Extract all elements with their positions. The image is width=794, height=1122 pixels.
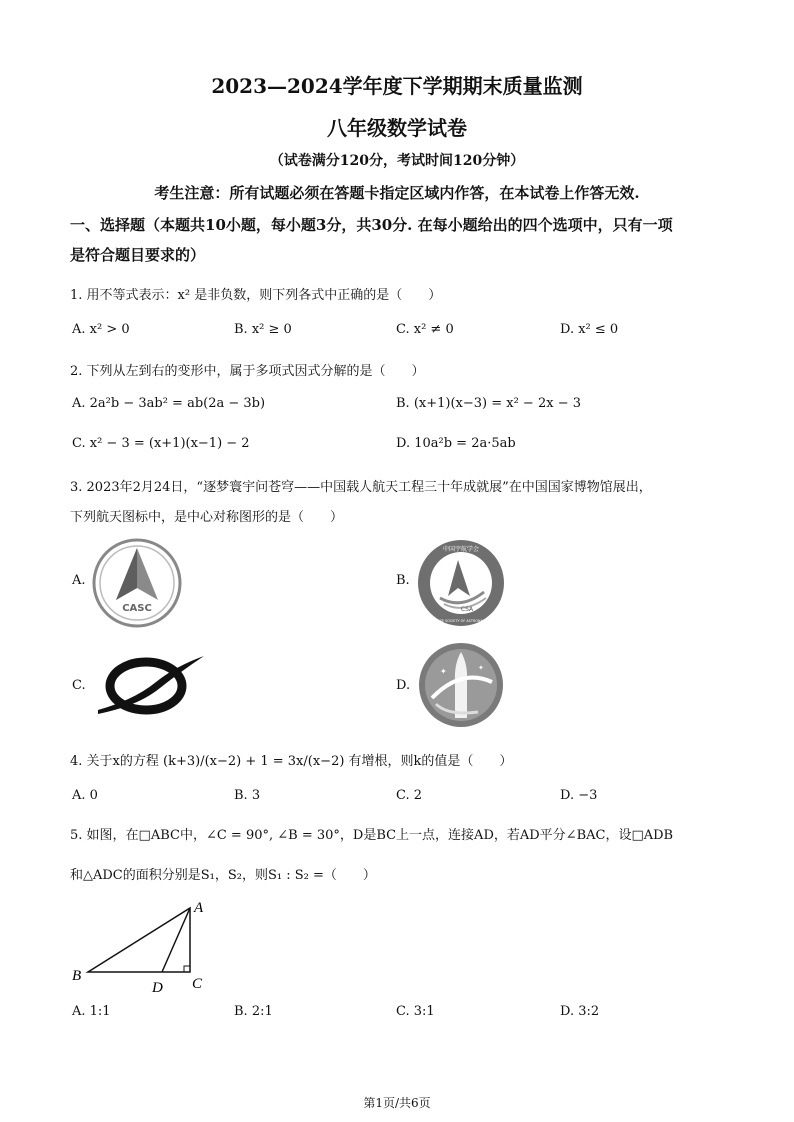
csa-ring-text-side: CHINESE SOCIETY OF ASTRONAUTICS xyxy=(429,619,493,623)
q3-label-d: D. xyxy=(396,678,411,693)
label-a: A xyxy=(194,900,204,916)
q3-label-c: C. xyxy=(72,678,86,693)
label-b: B xyxy=(72,968,82,984)
exam-subtitle: 八年级数学试卷 xyxy=(327,116,467,140)
slashed-orbit-logo xyxy=(94,652,206,718)
q5-option-d: D. 3:2 xyxy=(560,1004,600,1019)
q5-stem-line1: 5. 如图，在□ABC中，∠C = 90°, ∠B = 30°，D是BC上一点，连接AD，若AD平分∠BAC，设□ADB xyxy=(70,828,674,843)
csa-ring-text-top: 中国宇航学会 xyxy=(442,546,480,553)
section-heading-line1: 一、选择题（本题共10小题，每小题3分，共30分. 在每小题给出的四个选项中，只有一项 xyxy=(70,216,673,234)
csa-logo-text: CSA xyxy=(460,606,474,613)
q5-option-a: A. 1:1 xyxy=(72,1004,111,1019)
q1-option-a: A. x² > 0 xyxy=(72,322,130,337)
q4-stem: 4. 关于x的方程 (k+3)/(x−2) + 1 = 3x/(x−2) 有增根，则k的值是（ ） xyxy=(70,754,513,769)
exam-notice: 考生注意：所有试题必须在答题卡指定区域内作答，在本试卷上作答无效. xyxy=(154,184,640,202)
q2-option-d: D. 10a²b = 2a·5ab xyxy=(396,436,516,451)
q2-stem: 2. 下列从左到右的变形中，属于多项式因式分解的是（ ） xyxy=(70,364,425,379)
casc-logo-text: CASC xyxy=(122,603,152,614)
csa-logo xyxy=(416,538,506,628)
exam-info: （试卷满分120分，考试时间120分钟） xyxy=(269,153,525,169)
q3-stem-line1: 3. 2023年2月24日，“逐梦寰宇问苍穹——中国载人航天工程三十年成就展”在中国国家博物馆展出， xyxy=(70,480,652,495)
q3-label-a: A. xyxy=(72,573,86,588)
exam-title: 2023—2024学年度下学期期末质量监测 xyxy=(211,74,583,98)
q3-stem-line2: 下列航天图标中，是中心对称图形的是（ ） xyxy=(70,510,344,525)
label-d: D xyxy=(152,980,163,996)
q2-option-c: C. x² − 3 = (x+1)(x−1) − 2 xyxy=(72,436,250,451)
casc-logo xyxy=(92,538,182,628)
q5-option-c: C. 3:1 xyxy=(396,1004,435,1019)
q2-option-b: B. (x+1)(x−3) = x² − 2x − 3 xyxy=(396,396,581,411)
q1-stem: 1. 用不等式表示：x² 是非负数，则下列各式中正确的是（ ） xyxy=(70,288,442,303)
q2-option-a: A. 2a²b − 3ab² = ab(2a − 3b) xyxy=(72,396,266,411)
svg-text:✦: ✦ xyxy=(478,664,484,672)
section-heading-line2: 是符合题目要求的） xyxy=(70,246,206,264)
q1-option-d: D. x² ≤ 0 xyxy=(560,322,619,337)
svg-text:✦: ✦ xyxy=(440,667,447,676)
q1-option-c: C. x² ≠ 0 xyxy=(396,322,454,337)
page-footer: 第1页/共6页 xyxy=(363,1096,431,1110)
q4-option-a: A. 0 xyxy=(72,788,98,803)
q4-option-b: B. 3 xyxy=(234,788,261,803)
rocket-emblem-logo xyxy=(418,642,504,728)
label-c: C xyxy=(192,976,203,992)
q3-label-b: B. xyxy=(396,573,410,588)
q1-option-b: B. x² ≥ 0 xyxy=(234,322,292,337)
q5-stem-line2: 和△ADC的面积分别是S₁，S₂，则S₁ : S₂ =（ ） xyxy=(70,868,376,883)
triangle-figure xyxy=(66,892,226,996)
q4-option-d: D. −3 xyxy=(560,788,598,803)
q4-option-c: C. 2 xyxy=(396,788,423,803)
q5-option-b: B. 2:1 xyxy=(234,1004,273,1019)
